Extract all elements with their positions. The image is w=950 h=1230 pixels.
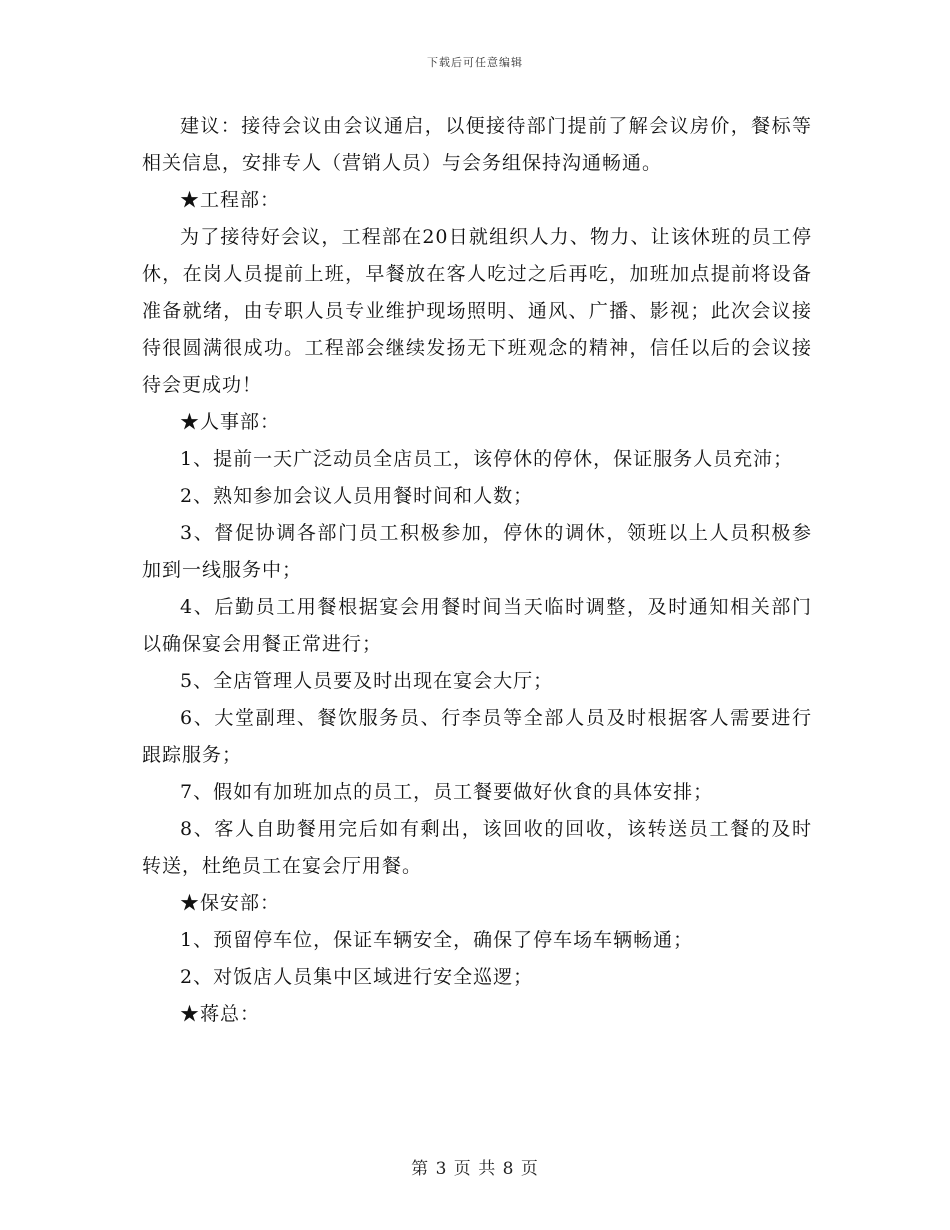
page-number-footer: 第 3 页 共 8 页 [411,1159,539,1179]
section-heading-general-manager: ★蒋总： [180,1003,261,1025]
list-item: 2、对饭店人员集中区域进行安全巡逻； [180,966,534,988]
list-item: 3、督促协调各部门员工积极参加，停休的调休，领班以上人员积极参加到一线服务中； [142,522,812,581]
list-item: 6、大堂副理、餐饮服务员、行李员等全部人员及时根据客人需要进行跟踪服务； [142,707,812,766]
document-body [142,108,812,1033]
list-item: 4、后勤员工用餐根据宴会用餐时间当天临时调整，及时通知相关部门以确保宴会用餐正常进行； [142,596,812,655]
section-heading-security: ★保安部： [180,892,281,914]
list-item: 5、全店管理人员要及时出现在宴会大厅； [180,670,554,692]
list-item: 8、客人自助餐用完后如有剩出，该回收的回收，该转送员工餐的及时转送，杜绝员工在宴会厅用餐。 [142,818,812,877]
paragraph-suggestion: 建议：接待会议由会议通启，以便接待部门提前了解会议房价，餐标等相关信息，安排专人（营销人员）与会务组保持沟通畅通。 [142,115,812,174]
list-item: 1、提前一天广泛动员全店员工，该停休的停休，保证服务人员充沛； [180,448,794,470]
page-header: 下载后可任意编辑 [427,56,523,69]
section-heading-engineering: ★工程部： [180,189,281,211]
list-item: 7、假如有加班加点的员工，员工餐要做好伙食的具体安排； [180,781,714,803]
section-heading-hr: ★人事部： [180,411,281,433]
paragraph-engineering: 为了接待好会议，工程部在20日就组织人力、物力、让该休班的员工停休，在岗人员提前上班，早餐放在客人吃过之后再吃，加班加点提前将设备准备就绪，由专职人员专业维护现场照明、通风、广播、影视；此次会议接待很圆满很成功。工程部会继续发扬无下班观念的精神，信任以后的会议接待会更成功！ [142,226,812,396]
list-item: 1、预留停车位，保证车辆安全，确保了停车场车辆畅通； [180,929,694,951]
list-item: 2、熟知参加会议人员用餐时间和人数； [180,485,534,507]
